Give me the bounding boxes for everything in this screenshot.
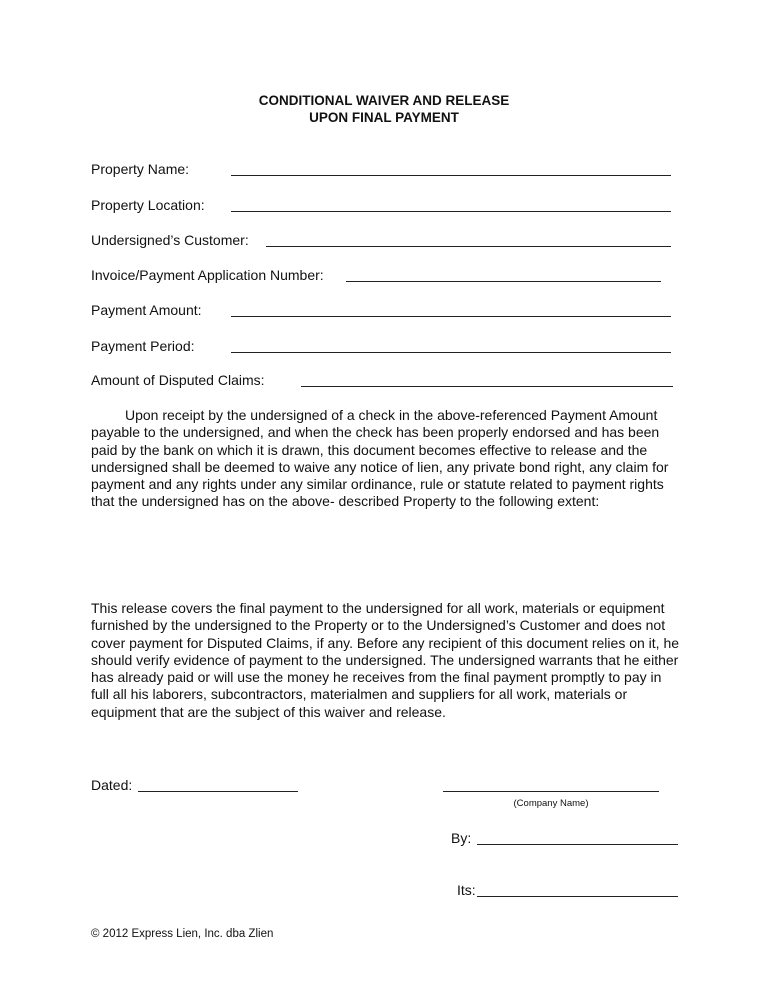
field-property-location [91, 195, 671, 215]
its-label: Its: [457, 882, 476, 898]
payment-amount-label: Payment Amount: [91, 302, 202, 318]
receipt-paragraph: Upon receipt by the undersigned of a check in the above-referenced Payment Amount payable to the undersigned, and when the check has been properly endorsed and has been paid by the bank on which it is drawn, this document becomes effective to release and the undersigned shall be deemed to waive any notice of lien, any private bond right, any claim for payment and any rights under any similar ordinance, rule or statute related to payment rights that the undersigned has on the above- described Property to the following extent: [91, 407, 669, 510]
undersigned-customer-label: Undersigned’s Customer: [91, 232, 249, 248]
payment-period-input-line[interactable] [231, 336, 671, 356]
field-property-name [91, 159, 671, 179]
field-payment-period [91, 336, 671, 356]
document-title [0, 92, 768, 126]
property-name-label: Property Name: [91, 161, 190, 177]
payment-period-label: Payment Period: [91, 338, 195, 354]
copyright-footer: © 2012 Express Lien, Inc. dba Zlien [91, 928, 274, 940]
coverage-paragraph: This release covers the final payment to the undersigned for all work, materials or equipment furnished by the undersigned to the Property or to the Undersigned’s Customer and does not cover payment for Disputed Claims, if any. Before any recipient of this document relies on it, he should verify evidence of payment to the undersigned. The undersigned warrants that he either has already paid or will use the money he receives from the final payment promptly to pay in full all his laborers, subcontractors, materialmen and suppliers for all work, materials or equipment that are the subject of this waiver and release. [91, 600, 680, 720]
invoice-number-input-line[interactable] [346, 265, 661, 285]
company-name-caption: (Company Name) [513, 798, 589, 809]
disputed-claims-input-line[interactable] [301, 370, 673, 390]
its-input-line[interactable] [477, 880, 678, 900]
property-location-input-line[interactable] [231, 195, 671, 215]
company-name-input-line[interactable] [443, 775, 659, 795]
undersigned-customer-input-line[interactable] [266, 230, 671, 250]
field-disputed-claims [91, 370, 671, 390]
property-name-input-line[interactable] [231, 159, 671, 179]
payment-amount-input-line[interactable] [231, 300, 671, 320]
by-label: By: [451, 830, 472, 846]
title-line-1: CONDITIONAL WAIVER AND RELEASE [258, 93, 510, 108]
field-invoice-number [91, 265, 671, 285]
property-location-label: Property Location: [91, 197, 205, 213]
disputed-claims-label: Amount of Disputed Claims: [91, 372, 265, 388]
field-payment-amount [91, 300, 671, 320]
field-undersigned-customer [91, 230, 671, 250]
dated-input-line[interactable] [138, 775, 298, 795]
by-input-line[interactable] [477, 828, 678, 848]
title-line-2: UPON FINAL PAYMENT [309, 110, 459, 125]
invoice-number-label: Invoice/Payment Application Number: [91, 267, 324, 283]
dated-label: Dated: [91, 777, 133, 793]
